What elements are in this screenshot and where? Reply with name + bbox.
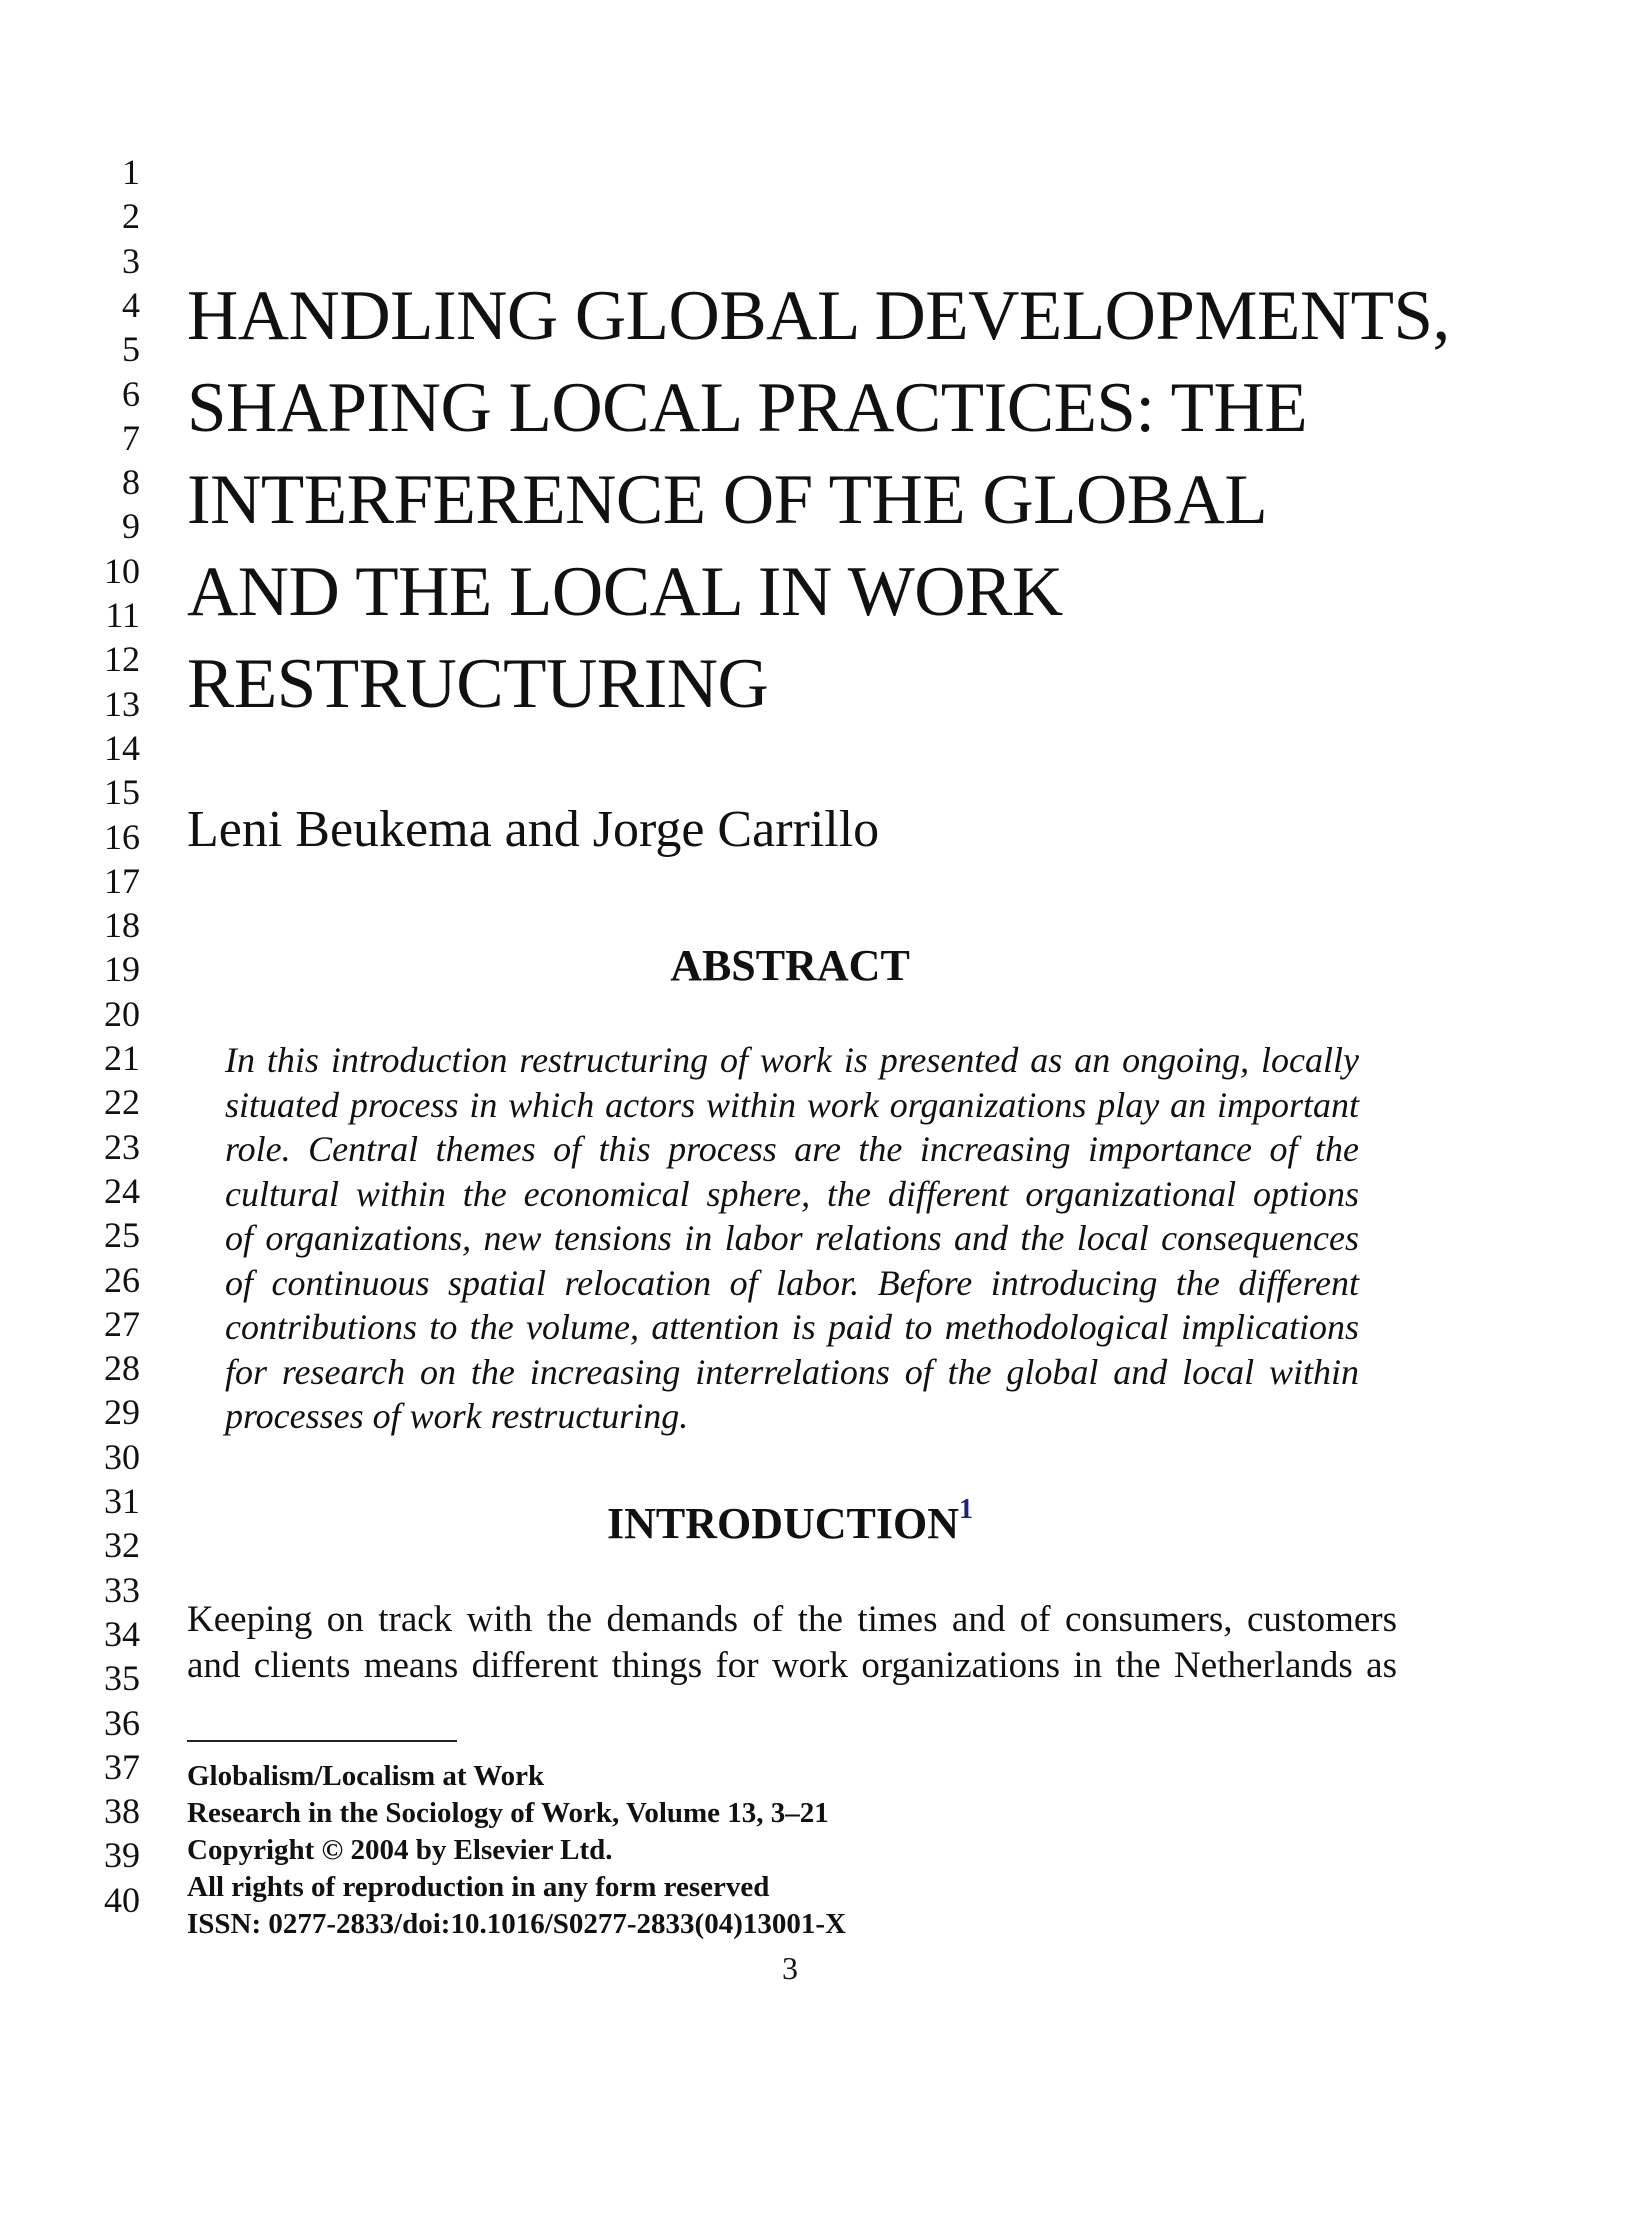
line-number: 11 — [105, 595, 140, 635]
line-number: 10 — [104, 550, 140, 591]
body-line: and clients means different things for work organizations in the Netherlands as — [187, 1645, 1397, 1686]
line-number: 32 — [104, 1525, 140, 1566]
abstract-body — [225, 1038, 1359, 1439]
footnote-divider — [187, 1740, 457, 1742]
line-number: 33 — [104, 1569, 140, 1610]
abstract-line: situated process in which actors within work organizations play an important — [225, 1084, 1359, 1125]
abstract-line: for research on the increasing interrelations of the global and local within — [225, 1351, 1359, 1392]
line-number: 9 — [122, 506, 140, 547]
introduction-heading — [0, 1494, 1580, 1549]
line-number: 14 — [104, 727, 140, 768]
abstract-line: of organizations, new tensions in labor relations and the local consequences — [225, 1218, 1359, 1258]
line-number: 19 — [104, 949, 140, 990]
line-number: 29 — [104, 1392, 140, 1433]
abstract-line: In this introduction restructuring of work is presented as an ongoing, locally — [225, 1040, 1359, 1080]
line-number: 31 — [104, 1481, 140, 1521]
line-number: 13 — [104, 683, 140, 724]
line-number: 18 — [104, 905, 140, 946]
line-number: 23 — [104, 1126, 140, 1167]
line-number: 15 — [104, 772, 140, 813]
line-number: 26 — [104, 1259, 140, 1300]
abstract-heading: ABSTRACT — [670, 941, 910, 990]
authors: Leni Beukema and Jorge Carrillo — [187, 801, 880, 858]
line-number: 22 — [104, 1082, 140, 1123]
title-line: SHAPING LOCAL PRACTICES: THE — [187, 369, 1308, 447]
line-number: 4 — [122, 284, 140, 325]
page-number: 3 — [782, 1950, 798, 1986]
line-number: 40 — [104, 1879, 140, 1920]
body-line: Keeping on track with the demands of the times and of consumers, customers — [187, 1599, 1397, 1640]
line-number: 37 — [104, 1746, 140, 1787]
abstract-line: cultural within the economical sphere, the different organizational options — [225, 1173, 1359, 1214]
line-number: 25 — [104, 1215, 140, 1256]
line-number: 1 — [122, 152, 140, 192]
abstract-line: contributions to the volume, attention is paid to methodological implications — [225, 1307, 1359, 1347]
footnote-line: ISSN: 0277-2833/doi:10.1016/S0277-2833(04)13001-X — [187, 1908, 846, 1940]
introduction-heading-text: INTRODUCTION — [606, 1499, 960, 1548]
footnote-line: Copyright © 2004 by Elsevier Ltd. — [187, 1834, 613, 1866]
title-line: HANDLING GLOBAL DEVELOPMENTS, — [187, 277, 1450, 355]
line-number: 28 — [104, 1348, 140, 1389]
publication-footnote — [187, 1758, 846, 1943]
line-number: 7 — [122, 417, 140, 458]
line-number: 38 — [104, 1791, 140, 1832]
line-number: 5 — [122, 329, 140, 370]
footnote-line: Globalism/Localism at Work — [187, 1760, 545, 1792]
line-number: 17 — [104, 860, 140, 901]
line-number: 30 — [104, 1436, 140, 1477]
introduction-body — [187, 1597, 1397, 1689]
line-number: 36 — [104, 1702, 140, 1743]
title-line: RESTRUCTURING — [187, 645, 769, 723]
line-number: 6 — [122, 373, 140, 414]
abstract-line: role. Central themes of this process are the increasing importance of the — [225, 1129, 1359, 1169]
title-line: INTERFERENCE OF THE GLOBAL — [187, 461, 1268, 539]
title-line: AND THE LOCAL IN WORK — [187, 553, 1063, 631]
line-number: 34 — [104, 1613, 140, 1654]
abstract-line: processes of work restructuring. — [225, 1396, 689, 1436]
line-number: 39 — [104, 1835, 140, 1876]
line-number: 16 — [104, 816, 140, 857]
line-number: 3 — [122, 240, 140, 281]
line-number: 2 — [122, 196, 140, 237]
footnote-marker-link[interactable]: 1 — [959, 1494, 974, 1525]
line-number: 27 — [104, 1303, 140, 1344]
line-number: 20 — [104, 993, 140, 1034]
line-number: 8 — [122, 462, 140, 503]
footnote-line: Research in the Sociology of Work, Volume 13, 3–21 — [187, 1797, 829, 1829]
line-number: 21 — [104, 1038, 140, 1078]
line-number: 24 — [104, 1170, 140, 1211]
line-number: 12 — [104, 639, 140, 680]
footnote-line: All rights of reproduction in any form reserved — [187, 1871, 770, 1903]
article-title — [187, 270, 1517, 730]
abstract-line: of continuous spatial relocation of labor. Before introducing the different — [225, 1262, 1359, 1303]
line-number: 35 — [104, 1658, 140, 1699]
